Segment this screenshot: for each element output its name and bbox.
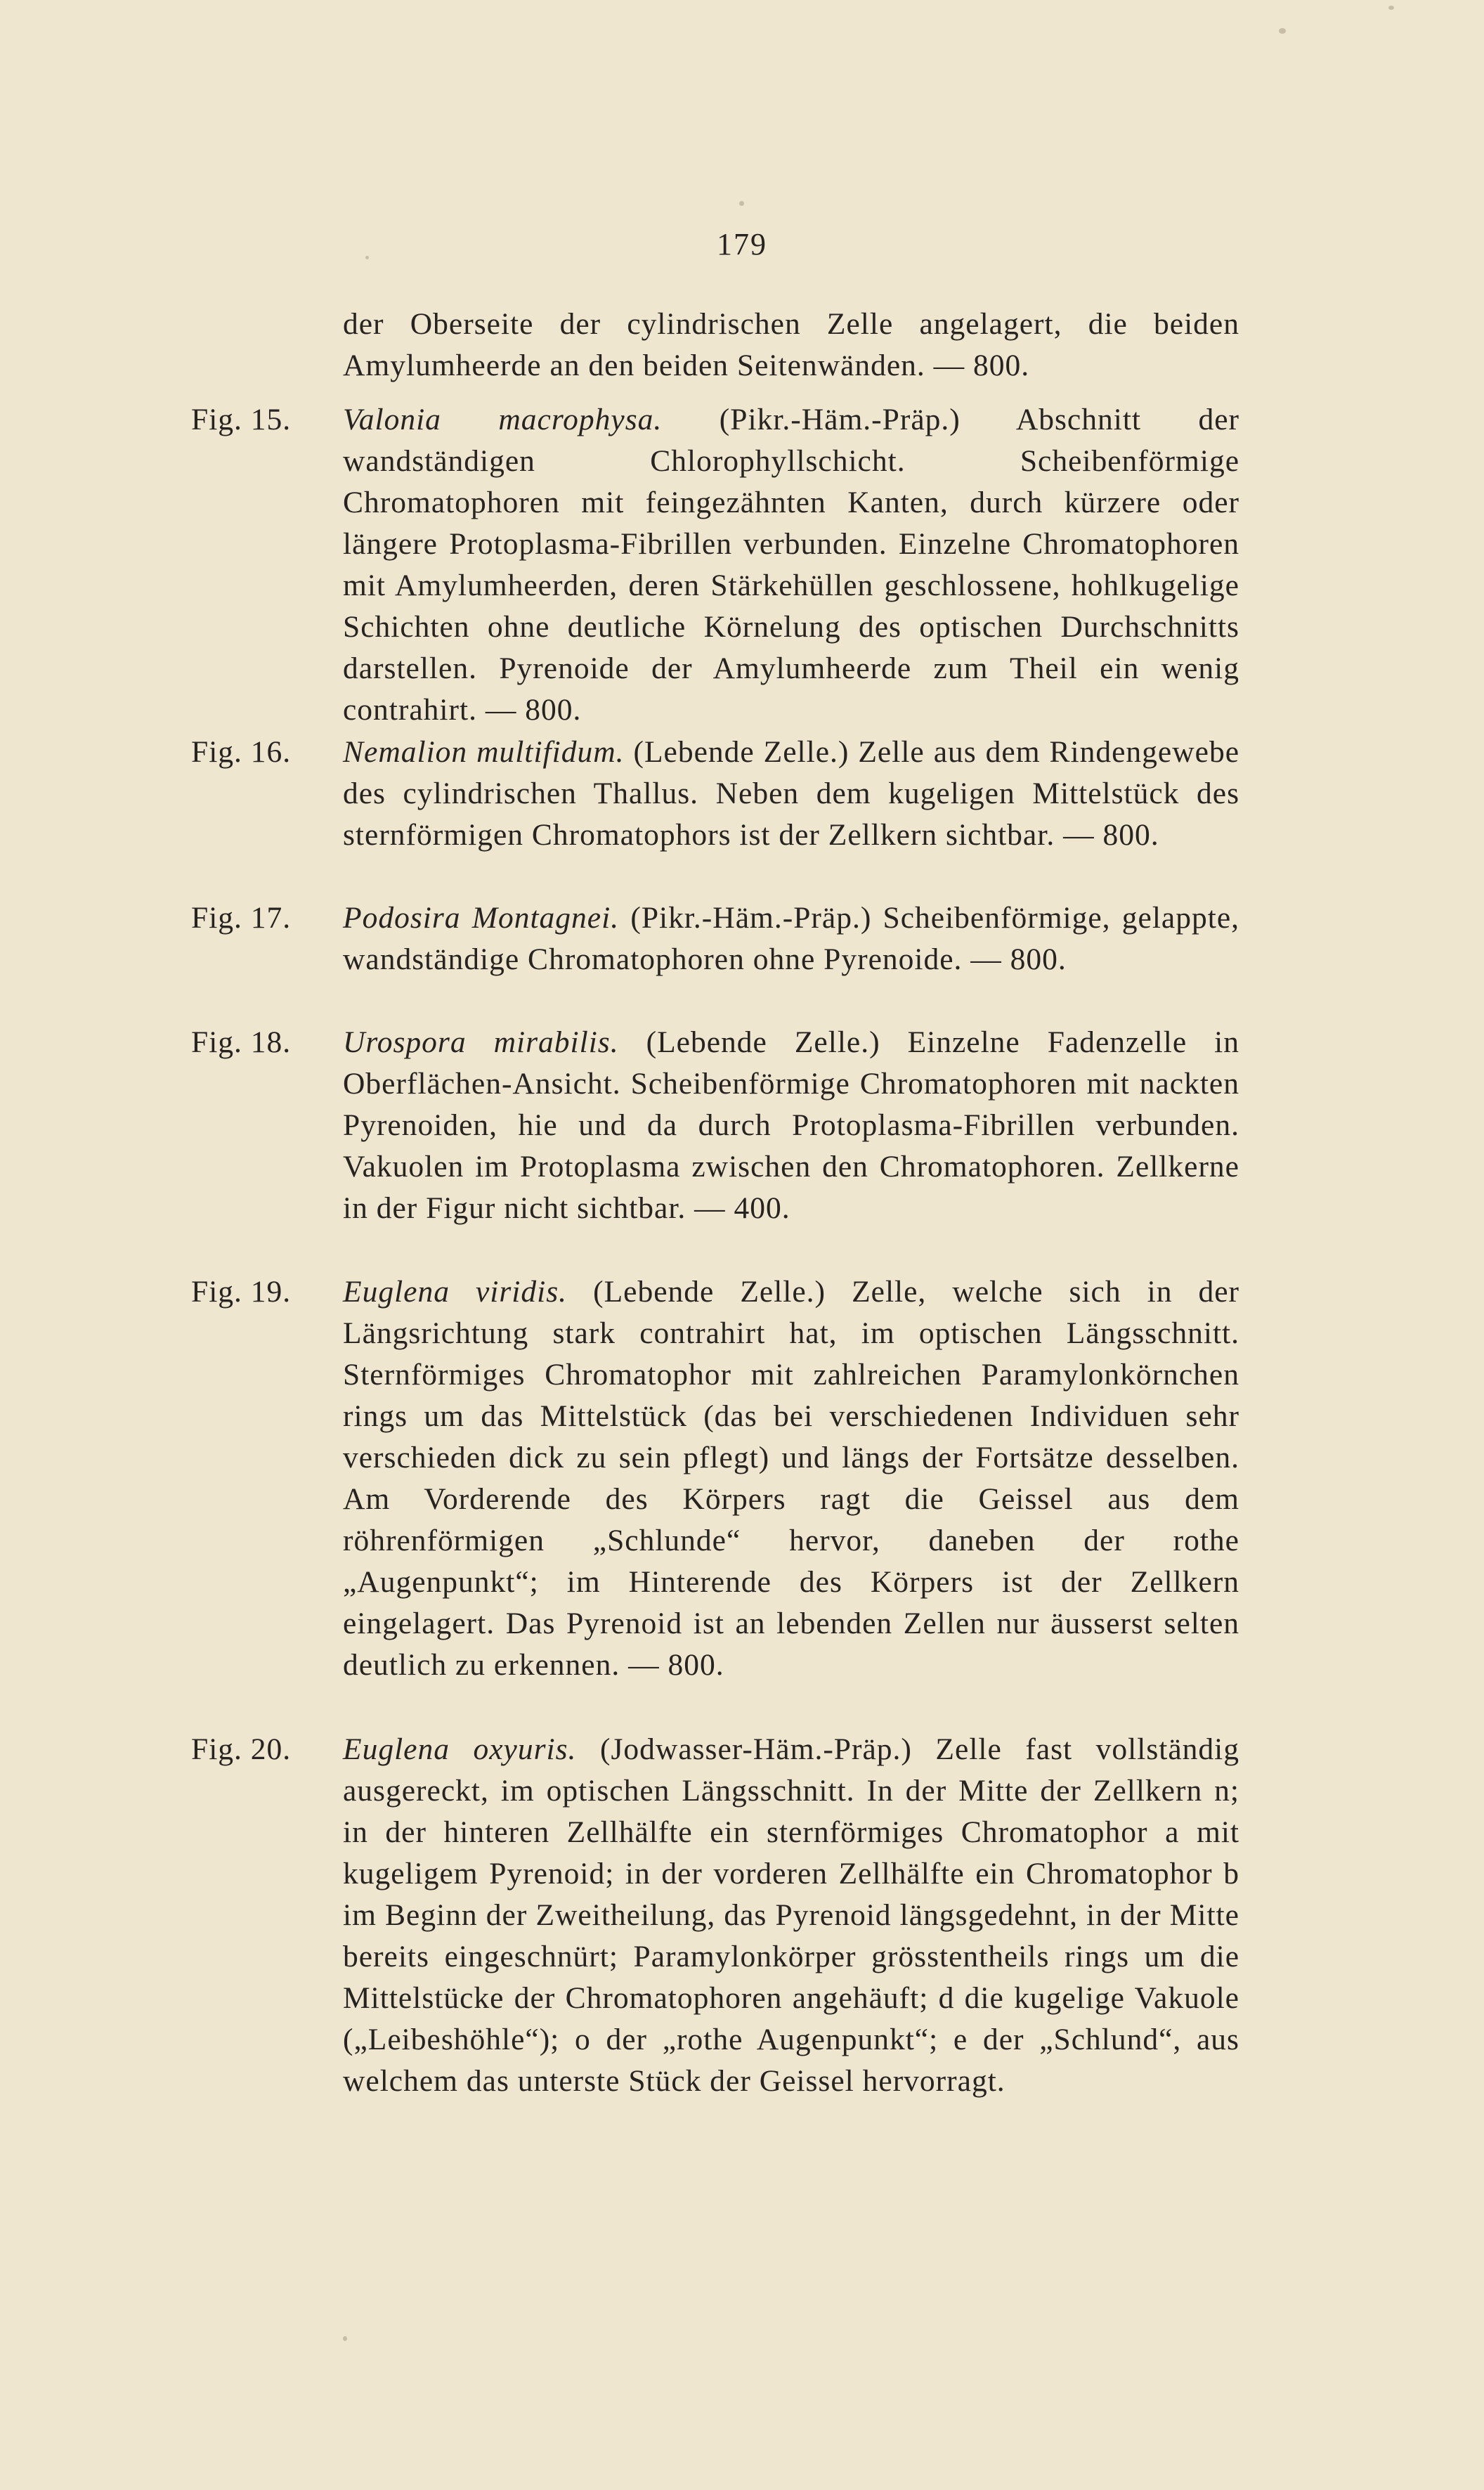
description-text: (Pikr.-Häm.-Präp.) Scheibenförmige, gelappte, wandständige Chromatophoren ohne Pyrenoide. — 800. (343, 901, 1240, 976)
figure-label: Fig. 15. (191, 403, 292, 436)
paper-speck (365, 256, 369, 259)
description-text: (Lebende Zelle.) Einzelne Fadenzelle in Oberflächen-Ansicht. Scheibenförmige Chromatophoren mit nackten Pyrenoiden, hie und da durch Protoplasma-Fibrillen verbunden. Vakuolen im Protoplasma zwischen den Chromatophoren. Zellkerne in der Figur nicht sichtbar. — 400. (343, 1025, 1240, 1225)
species-name: Euglena viridis. (343, 1275, 568, 1309)
continuation-paragraph: der Oberseite der cylindrischen Zelle angelagert, die beiden Amylumheerde an den beiden Seitenwänden. — 800. (343, 307, 1239, 382)
description-text: (Lebende Zelle.) Zelle aus dem Rindengewebe des cylindrischen Thallus. Neben dem kugeligen Mittelstück des sternförmigen Chromatophors ist der Zellkern sichtbar. — 800. (343, 735, 1239, 852)
figure-label: Fig. 16. (191, 735, 292, 769)
figure-entry-20 (191, 1729, 1245, 2102)
figure-entry-19 (191, 1271, 1245, 1686)
species-name: Euglena oxyuris. (343, 1732, 577, 1766)
figure-entry-15 (191, 399, 1245, 731)
species-name: Podosira Montagnei. (343, 901, 620, 935)
figure-entry-17 (191, 897, 1245, 980)
description-text: (Jodwasser-Häm.-Präp.) Zelle fast vollständig ausgereckt, im optischen Längsschnitt. In der Mitte der Zellkern n; in der hinteren Zellhälfte ein sternförmiges Chromatophor a mit kugeligem Pyrenoid; in der vorderen Zellhälfte ein Chromatophor b im Beginn der Zweitheilung, das Pyrenoid längsgedehnt, in der Mitte bereits eingeschnürt; Paramylonkörper grösstentheils rings um die Mittelstücke der Chromatophoren angehäuft; d die kugelige Vakuole („Leibeshöhle“); o der „rothe Augenpunkt“; e der „Schlund“, aus welchem das unterste Stück der Geissel hervorragt. (343, 1732, 1239, 2098)
page-number: 179 (717, 227, 767, 261)
species-name: Valonia macrophysa. (343, 403, 663, 436)
figure-description (343, 399, 1239, 731)
figure-description (343, 1022, 1239, 1229)
figure-description (343, 1271, 1239, 1686)
figure-label: Fig. 17. (191, 901, 292, 935)
figure-description (343, 1729, 1239, 2102)
paper-speck (1279, 28, 1286, 34)
figure-description (343, 897, 1239, 980)
figure-entry-18 (191, 1022, 1245, 1229)
figure-entry-16 (191, 732, 1245, 856)
species-name: Urospora mirabilis. (343, 1025, 619, 1059)
figure-label: Fig. 18. (191, 1025, 292, 1059)
paper-speck (1388, 6, 1394, 10)
paper-speck (739, 201, 744, 206)
species-name: Nemalion multifidum. (343, 735, 625, 769)
figure-label: Fig. 20. (191, 1732, 292, 1766)
description-text: (Lebende Zelle.) Zelle, welche sich in der Längsrichtung stark contrahirt hat, im optischen Längsschnitt. Sternförmiges Chromatophor mit zahlreichen Paramylonkörnchen rings um das Mittelstück (das bei verschiedenen Individuen sehr verschieden dick zu sein pflegt) und längs der Fortsätze desselben. Am Vorderende des Körpers ragt die Geissel aus dem röhrenförmigen „Schlunde“ hervor, daneben der rothe „Augenpunkt“; im Hinterende des Körpers ist der Zellkern eingelagert. Das Pyrenoid ist an lebenden Zellen nur äusserst selten deutlich zu erkennen. — 800. (343, 1275, 1240, 1682)
figure-label: Fig. 19. (191, 1275, 292, 1309)
paper-speck (343, 2336, 347, 2341)
figure-description (343, 732, 1239, 856)
description-text: (Pikr.-Häm.-Präp.) Abschnitt der wandständigen Chlorophyllschicht. Scheibenförmige Chromatophoren mit feingezähnten Kanten, durch kürzere oder längere Protoplasma-Fibrillen verbunden. Einzelne Chromatophoren mit Amylumheerden, deren Stärkehüllen geschlossene, hohlkugelige Schichten ohne deutliche Körnelung des optischen Durchschnitts darstellen. Pyrenoide der Amylumheerde zum Theil ein wenig contrahirt. — 800. (343, 403, 1240, 727)
